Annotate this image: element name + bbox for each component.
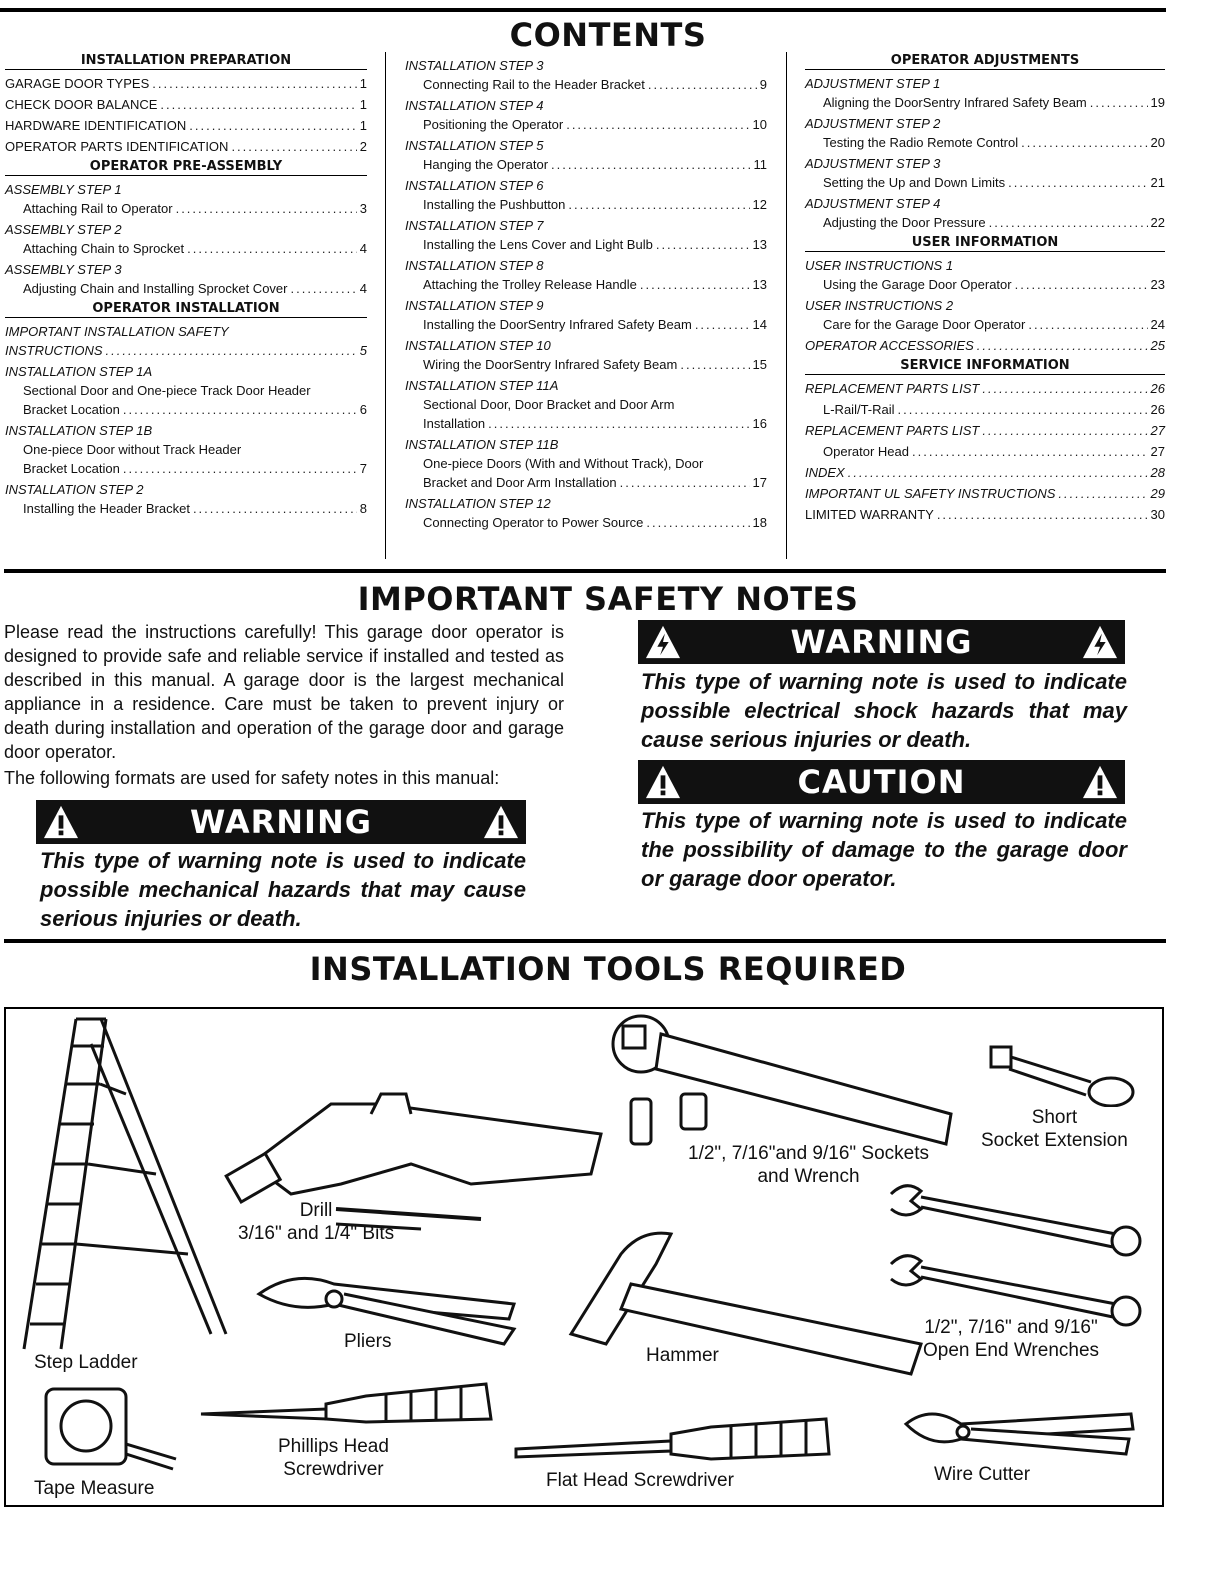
contents-entry-title: Hanging the Operator [423,157,549,172]
socket-extension-icon [981,1037,1141,1107]
contents-entry-page: 4 [359,281,367,296]
contents-entry-title-cont: Bracket Location [23,402,120,417]
contents-entry-line [405,355,767,374]
contents-entry-step: INSTALLATION STEP 10 [405,338,551,353]
dot-leader [912,442,1148,461]
dot-leader [290,279,356,298]
contents-entry[interactable] [5,116,367,135]
contents-entry-line [405,115,767,134]
contents-entry-title: Installing the Header Bracket [23,501,190,516]
contents-entry[interactable] [405,435,767,492]
contents-entry-page: 8 [359,501,367,516]
sockets-label-line-1: 1/2", 7/16"and 9/16" Sockets [688,1143,930,1164]
contents-entry-page: 13 [752,277,767,292]
contents-entry-line [405,473,767,492]
contents-entry-title-cont: Bracket and Door Arm Installation [423,475,617,490]
contents-column-3 [805,52,1165,526]
dot-leader [189,116,356,135]
dot-leader [989,213,1148,232]
contents-entry[interactable] [805,400,1165,419]
contents-entry-title: Testing the Radio Remote Control [823,135,1019,150]
contents-entry-line [805,173,1165,192]
contents-entry-title: IMPORTANT UL SAFETY INSTRUCTIONS [805,486,1056,501]
contents-entry-title: INDEX [805,465,845,480]
contents-entry-page: 13 [752,237,767,252]
contents-entry-step: INSTALLATION STEP 8 [405,258,544,273]
contents-entry-step: ADJUSTMENT STEP 2 [805,116,941,131]
electrical-warning-text: This type of warning note is used to indicate possible electrical shock hazards that may cause serious injuries or death. [641,669,1127,752]
contents-entry-line [5,499,367,518]
warning-label: WARNING [190,803,372,841]
contents-entry-line [805,463,1165,482]
safety-intro-text: Please read the instructions carefully! This garage door operator is designed to provide safe and reliable service if installed and tested as described in this manual. A garage door is the largest mechanical appliance in a residence. Care must be taken to prevent injury or death during installation and operation of the garage door and garage door operator. [4,622,564,762]
dot-leader [160,95,356,114]
contents-entry-title: Installing the Pushbutton [423,197,566,212]
contents-entry-title: REPLACEMENT PARTS LIST [805,423,980,438]
dot-leader [1090,93,1148,112]
drill-label-line-2: 3/16" and 1/4" Bits [238,1223,395,1244]
contents-entry[interactable] [805,505,1165,524]
contents-entry-step: INSTALLATION STEP 3 [405,58,544,73]
tools-panel [4,1007,1164,1507]
contents-entry[interactable] [405,216,767,254]
dot-leader [848,463,1148,482]
contents-entry-step: INSTALLATION STEP 4 [405,98,544,113]
contents-entry-step: ADJUSTMENT STEP 3 [805,156,941,171]
contents-entry-line [405,155,767,174]
contents-entry-title-cont: Bracket Location [23,461,120,476]
contents-entry-line [5,459,367,478]
contents-entry-title: One-piece Doors (With and Without Track), Door [423,456,704,471]
contents-entry[interactable] [805,114,1165,152]
dot-leader [1015,275,1148,294]
contents-entry[interactable] [405,56,767,94]
contents-entry-page: 26 [1150,402,1165,417]
wrenches-label [923,1316,1099,1362]
dot-leader [695,315,750,334]
contents-entry-page: 5 [359,343,367,358]
safety-intro [4,620,564,790]
contents-entry-step: INSTALLATION STEP 11A [405,378,559,393]
contents-entry-title: One-piece Door without Track Header [23,442,242,457]
contents-entry-line [805,133,1165,152]
contents-entry-page: 6 [359,402,367,417]
contents-entry[interactable] [5,137,367,156]
mechanical-warning-text: This type of warning note is used to indicate possible mechanical hazards that may cause serious injuries or death. [40,848,526,931]
contents-entry-line [805,505,1165,524]
contents-entry-page: 2 [359,139,367,154]
dot-leader [646,513,749,532]
wrenches-label-line-2: Open End Wrenches [923,1340,1100,1361]
phillips-label [278,1435,389,1481]
contents-entry-title: Wiring the DoorSentry Infrared Safety Beam [423,357,678,372]
contents-entry[interactable] [805,154,1165,192]
contents-entry-line [5,199,367,218]
dot-leader [551,155,750,174]
contents-entry[interactable] [5,362,367,419]
contents-entry[interactable] [805,484,1165,503]
contents-entry-line [805,421,1165,440]
wire-cutter-icon [901,1404,1141,1464]
contents-entry-line [405,414,767,433]
flat-head-label: Flat Head Screwdriver [546,1470,734,1491]
contents-entry[interactable] [805,442,1165,461]
contents-entry-title: Sectional Door and One-piece Track Door Header [23,383,311,398]
contents-entry-page: 1 [359,76,367,91]
contents-entry-title: HARDWARE IDENTIFICATION [5,118,187,133]
contents-entry-title: OPERATOR PARTS IDENTIFICATION [5,139,229,154]
sockets-label-line-2: and Wrench [757,1166,860,1187]
contents-entry[interactable] [805,463,1165,482]
contents-entry-page: 26 [1150,381,1165,396]
dot-leader [1058,484,1147,503]
contents-title: CONTENTS [509,16,707,54]
step-ladder-label: Step Ladder [34,1352,138,1373]
contents-section-heading: SERVICE INFORMATION [805,357,1165,375]
electrical-warning-banner [638,620,1125,664]
dot-leader [640,275,750,294]
dot-leader [568,195,749,214]
dot-leader [656,235,750,254]
contents-entry-page: 29 [1150,486,1165,501]
mechanical-warning-banner [36,800,526,844]
contents-entry-step: INSTALLATION STEP 5 [405,138,544,153]
contents-entry[interactable] [405,176,767,214]
contents-entry-title: Installing the DoorSentry Infrared Safety Beam [423,317,692,332]
dot-leader [1028,315,1147,334]
pliers-label: Pliers [344,1331,392,1352]
contents-entry-line [805,379,1165,398]
warning-triangle-icon [1081,764,1119,800]
contents-entry-page: 17 [752,475,767,490]
contents-entry-step: INSTALLATION STEP 1B [5,423,153,438]
contents-entry-page: 9 [759,77,767,92]
contents-entry-step: ASSEMBLY STEP 2 [5,222,122,237]
dot-leader [123,459,357,478]
contents-entry-page: 21 [1150,175,1165,190]
contents-entry-page: 23 [1150,277,1165,292]
contents-entry[interactable] [5,74,367,93]
warning-triangle-icon [644,764,682,800]
contents-entry-page: 11 [753,157,767,172]
contents-entry-page: 16 [752,416,767,431]
contents-entry[interactable] [405,96,767,134]
contents-entry-step: ASSEMBLY STEP 3 [5,262,122,277]
contents-entry-page: 4 [359,241,367,256]
contents-entry-step: INSTALLATION STEP 2 [5,482,144,497]
contents-entry-step: INSTALLATION STEP 11B [405,437,559,452]
contents-entry-title: Connecting Operator to Power Source [423,515,644,530]
section-rule [4,939,1166,943]
top-rule [0,8,1166,12]
contents-entry-page: 18 [752,515,767,530]
contents-entry-title: Connecting Rail to the Header Bracket [423,77,645,92]
contents-entry-step: ADJUSTMENT STEP 4 [805,196,941,211]
contents-entry[interactable] [5,95,367,114]
contents-entry[interactable] [805,194,1165,232]
contents-entry[interactable] [5,260,367,298]
contents-entry[interactable] [805,421,1165,440]
contents-section-heading: USER INFORMATION [805,234,1165,252]
contents-entry[interactable] [805,379,1165,398]
contents-entry-page: 20 [1150,135,1165,150]
contents-section-heading: INSTALLATION PREPARATION [5,52,367,70]
flat-head-screwdriver-icon [511,1409,831,1469]
contents-entry-page: 28 [1150,465,1165,480]
contents-entry-step: IMPORTANT INSTALLATION SAFETY [5,324,229,339]
contents-entry-page: 25 [1150,338,1165,353]
contents-entry-page: 24 [1150,317,1165,332]
contents-entry-title-cont: Installation [423,416,486,431]
contents-entry-line [405,235,767,254]
section-rule [4,569,1166,573]
dot-leader [187,239,357,258]
contents-entry[interactable] [805,256,1165,294]
contents-entry-line [5,239,367,258]
hammer-label: Hammer [646,1345,719,1366]
contents-entry[interactable] [5,421,367,478]
contents-entry-line [5,74,367,93]
contents-entry-step: INSTALLATION STEP 1A [5,364,153,379]
contents-entry[interactable] [805,296,1165,334]
contents-entry-page: 27 [1150,444,1165,459]
dot-leader [620,473,750,492]
safety-title: IMPORTANT SAFETY NOTES [357,580,859,618]
contents-entry-title: Aligning the DoorSentry Infrared Safety Beam [823,95,1087,110]
contents-entry-title: INSTRUCTIONS [5,343,103,358]
dot-leader [566,115,749,134]
dot-leader [977,336,1148,355]
dot-leader [123,400,357,419]
contents-entry-page: 1 [359,118,367,133]
contents-entry-page: 15 [752,357,767,372]
dot-leader [1021,133,1147,152]
contents-entry-line [805,484,1165,503]
contents-entry-line [805,315,1165,334]
contents-entry[interactable] [5,220,367,258]
dot-leader [106,341,357,360]
contents-entry-step: INSTALLATION STEP 12 [405,496,551,511]
contents-entry[interactable] [405,336,767,374]
tape-measure-label: Tape Measure [34,1478,155,1499]
contents-entry-line [5,279,367,298]
caution-label: CAUTION [797,763,966,801]
dot-leader [680,355,749,374]
contents-entry-title: Setting the Up and Down Limits [823,175,1006,190]
dot-leader [488,414,749,433]
contents-entry-line [805,336,1165,355]
contents-entry[interactable] [5,322,367,360]
contents-section-heading: OPERATOR PRE-ASSEMBLY [5,158,367,176]
contents-entry[interactable] [405,136,767,174]
contents-entry-title: Sectional Door, Door Bracket and Door Arm [423,397,675,412]
contents-entry-line [5,341,367,360]
contents-entry-title: Operator Head [823,444,909,459]
contents-entry-page: 27 [1150,423,1165,438]
contents-entry-page: 10 [752,117,767,132]
phillips-label-line-2: Screwdriver [283,1459,384,1480]
socket-extension-label-line-1: Short [1031,1107,1078,1128]
phillips-label-line-1: Phillips Head [278,1436,389,1457]
contents-entry[interactable] [805,336,1165,355]
caution-text: This type of warning note is used to indicate the possibility of damage to the garage door or garage door operator. [641,808,1127,891]
contents-entry-title: OPERATOR ACCESSORIES [805,338,974,353]
contents-entry-line [805,213,1165,232]
socket-extension-label-line-2: Socket Extension [981,1130,1128,1151]
warning-triangle-icon [482,804,520,840]
contents-entry[interactable] [5,180,367,218]
contents-entry-step: USER INSTRUCTIONS 1 [805,258,954,273]
contents-entry-line [405,195,767,214]
contents-entry-line [405,315,767,334]
contents-entry-step: USER INSTRUCTIONS 2 [805,298,954,313]
contents-entry-title: Attaching Rail to Operator [23,201,173,216]
contents-entry-line [5,95,367,114]
safety-formats-line: The following formats are used for safety notes in this manual: [4,768,500,788]
contents-entry-title: Positioning the Operator [423,117,564,132]
contents-entry[interactable] [405,494,767,532]
tape-measure-icon [41,1384,181,1474]
column-divider [786,52,787,559]
contents-entry-page: 19 [1150,95,1165,110]
contents-entry-line [805,93,1165,112]
contents-section-heading: OPERATOR ADJUSTMENTS [805,52,1165,70]
dot-leader [231,137,356,156]
column-divider [385,52,386,559]
electric-shock-triangle-icon [644,624,682,660]
drill-label [238,1199,394,1245]
contents-entry-step: INSTALLATION STEP 7 [405,218,544,233]
contents-entry-line [805,442,1165,461]
contents-entry-line [5,116,367,135]
dot-leader [648,75,757,94]
step-ladder-icon [16,1014,236,1354]
dot-leader [1008,173,1147,192]
warning-label: WARNING [790,623,973,661]
dot-leader [982,379,1147,398]
dot-leader [898,400,1148,419]
contents-section-heading: OPERATOR INSTALLATION [5,300,367,318]
contents-entry[interactable] [805,74,1165,112]
contents-column-1 [5,52,367,520]
contents-entry-page: 1 [359,97,367,112]
contents-entry-line [805,400,1165,419]
contents-entry-title: REPLACEMENT PARTS LIST [805,381,980,396]
contents-entry-title: CHECK DOOR BALANCE [5,97,158,112]
contents-entry-title: Using the Garage Door Operator [823,277,1012,292]
contents-entry-title: Care for the Garage Door Operator [823,317,1026,332]
tools-title: INSTALLATION TOOLS REQUIRED [309,950,907,988]
contents-entry-step: ASSEMBLY STEP 1 [5,182,122,197]
dot-leader [193,499,357,518]
contents-entry-line [5,400,367,419]
contents-entry-page: 7 [359,461,367,476]
warning-triangle-icon [42,804,80,840]
contents-entry-line [405,513,767,532]
contents-column-2 [405,56,767,534]
contents-entry-line [405,75,767,94]
contents-entry-title: GARAGE DOOR TYPES [5,76,150,91]
electric-shock-triangle-icon [1081,624,1119,660]
drill-label-line-1: Drill [299,1200,333,1221]
contents-entry-title: Adjusting Chain and Installing Sprocket Cover [23,281,288,296]
open-end-wrenches-icon [881,1179,1151,1329]
wrenches-label-line-1: 1/2", 7/16" and 9/16" [924,1317,1098,1338]
contents-entry-page: 12 [752,197,767,212]
contents-entry-line [405,275,767,294]
hammer-icon [561,1224,931,1379]
contents-entry-line [805,275,1165,294]
contents-entry[interactable] [405,376,767,433]
contents-entry[interactable] [405,296,767,334]
dot-leader [152,74,357,93]
contents-entry-line [5,137,367,156]
contents-entry[interactable] [5,480,367,518]
contents-entry-title: L-Rail/T-Rail [823,402,895,417]
contents-entry-step: ADJUSTMENT STEP 1 [805,76,941,91]
contents-entry-page: 3 [359,201,367,216]
dot-leader [176,199,357,218]
wire-cutter-label: Wire Cutter [934,1464,1031,1485]
contents-entry-page: 30 [1150,507,1165,522]
contents-entry-title: Attaching the Trolley Release Handle [423,277,637,292]
contents-entry-title: LIMITED WARRANTY [805,507,934,522]
contents-entry-title: Adjusting the Door Pressure [823,215,986,230]
contents-entry-step: INSTALLATION STEP 9 [405,298,544,313]
contents-entry-page: 22 [1150,215,1165,230]
caution-banner [638,760,1125,804]
contents-entry-step: INSTALLATION STEP 6 [405,178,544,193]
contents-entry-title: Attaching Chain to Sprocket [23,241,185,256]
contents-entry-page: 14 [752,317,767,332]
phillips-screwdriver-icon [196,1374,496,1434]
contents-entry[interactable] [405,256,767,294]
socket-extension-label [981,1106,1128,1152]
dot-leader [937,505,1148,524]
contents-entry-title: Installing the Lens Cover and Light Bulb [423,237,653,252]
dot-leader [982,421,1147,440]
